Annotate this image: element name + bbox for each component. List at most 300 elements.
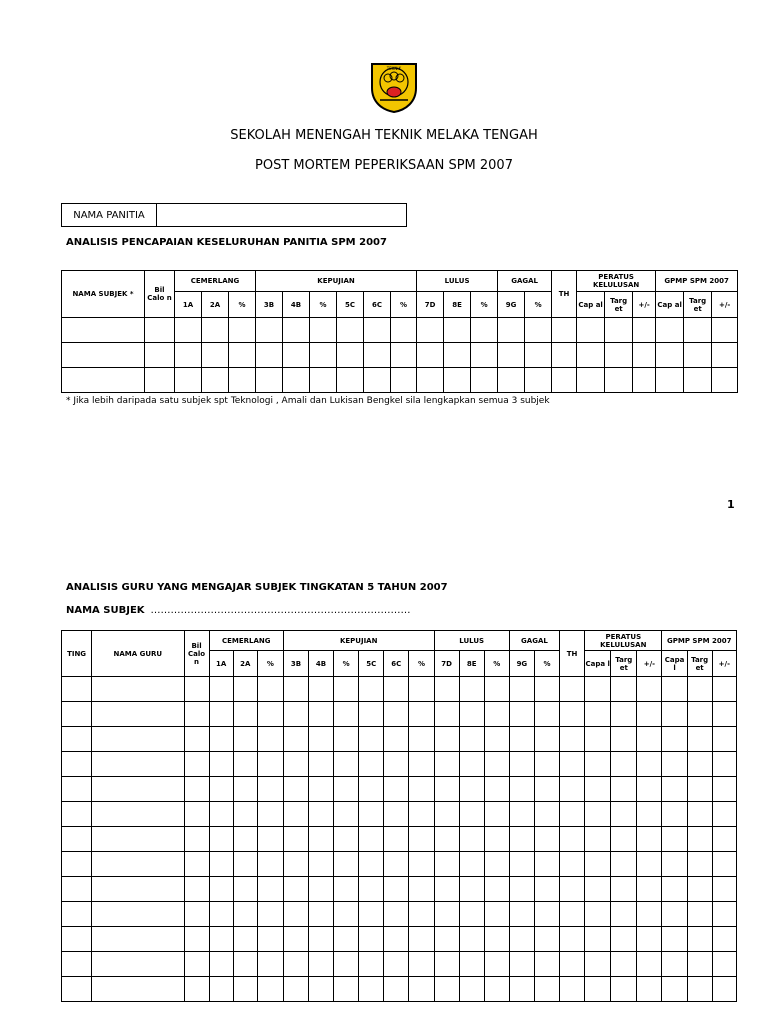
table-cell[interactable]: [662, 952, 687, 977]
table-cell[interactable]: [359, 802, 384, 827]
table-cell[interactable]: [409, 852, 434, 877]
table-cell[interactable]: [409, 877, 434, 902]
table-cell[interactable]: [257, 902, 283, 927]
table-cell[interactable]: [534, 727, 559, 752]
table-cell[interactable]: [459, 677, 484, 702]
table-cell[interactable]: [484, 977, 509, 1002]
table-cell[interactable]: [334, 952, 359, 977]
table-cell[interactable]: [484, 852, 509, 877]
table-cell[interactable]: [534, 827, 559, 852]
table-cell[interactable]: [337, 343, 364, 368]
table-cell[interactable]: [256, 318, 283, 343]
table-cell[interactable]: [334, 752, 359, 777]
table-cell[interactable]: [62, 877, 92, 902]
table-cell[interactable]: [184, 977, 209, 1002]
table-cell[interactable]: [687, 677, 712, 702]
table-cell[interactable]: [459, 952, 484, 977]
table-cell[interactable]: [434, 702, 459, 727]
table-cell[interactable]: [560, 777, 585, 802]
table-cell[interactable]: [552, 318, 577, 343]
table-cell[interactable]: [585, 677, 611, 702]
table-cell[interactable]: [687, 927, 712, 952]
table-cell[interactable]: [534, 977, 559, 1002]
table-cell[interactable]: [308, 702, 333, 727]
table-cell[interactable]: [384, 927, 409, 952]
table-cell[interactable]: [92, 977, 184, 1002]
table-cell[interactable]: [184, 877, 209, 902]
table-cell[interactable]: [459, 902, 484, 927]
table-cell[interactable]: [257, 927, 283, 952]
table-cell[interactable]: [525, 318, 552, 343]
table-cell[interactable]: [585, 727, 611, 752]
table-cell[interactable]: [444, 318, 471, 343]
table-cell[interactable]: [459, 977, 484, 1002]
table-cell[interactable]: [209, 777, 233, 802]
table-cell[interactable]: [637, 777, 662, 802]
table-cell[interactable]: [534, 877, 559, 902]
table-cell[interactable]: [684, 318, 712, 343]
table-cell[interactable]: [637, 752, 662, 777]
table-cell[interactable]: [525, 368, 552, 393]
table-cell[interactable]: [585, 777, 611, 802]
table-cell[interactable]: [712, 752, 736, 777]
table-cell[interactable]: [92, 677, 184, 702]
table-cell[interactable]: [359, 752, 384, 777]
table-cell[interactable]: [498, 343, 525, 368]
table-cell[interactable]: [605, 343, 633, 368]
table-cell[interactable]: [534, 802, 559, 827]
table-cell[interactable]: [359, 677, 384, 702]
table-cell[interactable]: [184, 802, 209, 827]
table-cell[interactable]: [145, 318, 175, 343]
table-cell[interactable]: [687, 727, 712, 752]
table-cell[interactable]: [92, 927, 184, 952]
table-cell[interactable]: [611, 902, 637, 927]
table-cell[interactable]: [233, 927, 257, 952]
table-cell[interactable]: [577, 343, 605, 368]
table-cell[interactable]: [534, 902, 559, 927]
table-cell[interactable]: [712, 902, 736, 927]
table-cell[interactable]: [687, 902, 712, 927]
table-cell[interactable]: [712, 927, 736, 952]
table-cell[interactable]: [560, 877, 585, 902]
table-cell[interactable]: [233, 902, 257, 927]
table-cell[interactable]: [509, 827, 534, 852]
table-cell[interactable]: [712, 827, 736, 852]
table-cell[interactable]: [611, 727, 637, 752]
table-cell[interactable]: [611, 952, 637, 977]
table-cell[interactable]: [384, 852, 409, 877]
table-cell[interactable]: [62, 802, 92, 827]
table-cell[interactable]: [434, 952, 459, 977]
table-cell[interactable]: [257, 802, 283, 827]
table-cell[interactable]: [611, 777, 637, 802]
table-cell[interactable]: [585, 702, 611, 727]
table-cell[interactable]: [637, 852, 662, 877]
table-cell[interactable]: [585, 902, 611, 927]
table-cell[interactable]: [209, 827, 233, 852]
table-cell[interactable]: [712, 702, 736, 727]
table-cell[interactable]: [687, 752, 712, 777]
table-cell[interactable]: [434, 802, 459, 827]
table-cell[interactable]: [662, 902, 687, 927]
panitia-input[interactable]: [157, 204, 406, 226]
table-cell[interactable]: [384, 777, 409, 802]
table-cell[interactable]: [233, 702, 257, 727]
table-cell[interactable]: [184, 927, 209, 952]
table-cell[interactable]: [560, 902, 585, 927]
table-cell[interactable]: [184, 702, 209, 727]
table-cell[interactable]: [92, 727, 184, 752]
table-cell[interactable]: [62, 343, 145, 368]
table-cell[interactable]: [283, 802, 308, 827]
table-cell[interactable]: [409, 777, 434, 802]
table-cell[interactable]: [359, 952, 384, 977]
table-cell[interactable]: [209, 927, 233, 952]
table-cell[interactable]: [209, 952, 233, 977]
table-cell[interactable]: [202, 318, 229, 343]
table-cell[interactable]: [384, 702, 409, 727]
table-cell[interactable]: [145, 368, 175, 393]
table-cell[interactable]: [509, 952, 534, 977]
table-cell[interactable]: [334, 702, 359, 727]
table-cell[interactable]: [62, 368, 145, 393]
table-cell[interactable]: [391, 343, 417, 368]
table-cell[interactable]: [611, 827, 637, 852]
table-cell[interactable]: [585, 927, 611, 952]
table-cell[interactable]: [334, 727, 359, 752]
table-cell[interactable]: [687, 802, 712, 827]
table-cell[interactable]: [712, 318, 738, 343]
table-cell[interactable]: [509, 777, 534, 802]
table-cell[interactable]: [283, 852, 308, 877]
table-cell[interactable]: [434, 752, 459, 777]
table-cell[interactable]: [184, 827, 209, 852]
table-cell[interactable]: [484, 702, 509, 727]
table-cell[interactable]: [184, 902, 209, 927]
table-cell[interactable]: [434, 927, 459, 952]
table-cell[interactable]: [184, 777, 209, 802]
table-cell[interactable]: [283, 368, 310, 393]
table-cell[interactable]: [257, 952, 283, 977]
table-cell[interactable]: [233, 802, 257, 827]
table-cell[interactable]: [62, 852, 92, 877]
table-cell[interactable]: [62, 702, 92, 727]
table-cell[interactable]: [471, 318, 498, 343]
table-cell[interactable]: [62, 927, 92, 952]
table-cell[interactable]: [209, 852, 233, 877]
table-cell[interactable]: [417, 318, 444, 343]
table-cell[interactable]: [384, 677, 409, 702]
table-cell[interactable]: [577, 318, 605, 343]
table-cell[interactable]: [459, 777, 484, 802]
table-cell[interactable]: [283, 318, 310, 343]
table-cell[interactable]: [662, 877, 687, 902]
table-cell[interactable]: [233, 677, 257, 702]
table-cell[interactable]: [359, 877, 384, 902]
table-cell[interactable]: [484, 777, 509, 802]
table-cell[interactable]: [534, 777, 559, 802]
table-cell[interactable]: [92, 752, 184, 777]
table-cell[interactable]: [308, 777, 333, 802]
table-cell[interactable]: [471, 343, 498, 368]
table-cell[interactable]: [585, 977, 611, 1002]
table-cell[interactable]: [484, 727, 509, 752]
table-cell[interactable]: [712, 343, 738, 368]
table-cell[interactable]: [308, 877, 333, 902]
table-cell[interactable]: [560, 827, 585, 852]
table-cell[interactable]: [459, 827, 484, 852]
table-cell[interactable]: [257, 877, 283, 902]
table-cell[interactable]: [233, 852, 257, 877]
table-cell[interactable]: [364, 368, 391, 393]
table-cell[interactable]: [611, 677, 637, 702]
table-cell[interactable]: [611, 927, 637, 952]
table-cell[interactable]: [459, 927, 484, 952]
table-cell[interactable]: [484, 902, 509, 927]
table-cell[interactable]: [92, 877, 184, 902]
table-cell[interactable]: [585, 752, 611, 777]
table-cell[interactable]: [417, 368, 444, 393]
table-cell[interactable]: [184, 752, 209, 777]
table-cell[interactable]: [637, 827, 662, 852]
table-cell[interactable]: [637, 802, 662, 827]
table-cell[interactable]: [310, 343, 337, 368]
table-cell[interactable]: [283, 977, 308, 1002]
table-cell[interactable]: [233, 977, 257, 1002]
table-cell[interactable]: [62, 977, 92, 1002]
table-cell[interactable]: [459, 752, 484, 777]
table-cell[interactable]: [611, 802, 637, 827]
table-cell[interactable]: [384, 727, 409, 752]
table-cell[interactable]: [359, 902, 384, 927]
table-cell[interactable]: [434, 877, 459, 902]
table-cell[interactable]: [471, 368, 498, 393]
table-cell[interactable]: [308, 952, 333, 977]
table-cell[interactable]: [233, 777, 257, 802]
table-cell[interactable]: [359, 852, 384, 877]
table-cell[interactable]: [209, 727, 233, 752]
table-cell[interactable]: [637, 977, 662, 1002]
table-cell[interactable]: [656, 318, 684, 343]
table-cell[interactable]: [308, 852, 333, 877]
table-cell[interactable]: [92, 802, 184, 827]
table-cell[interactable]: [334, 902, 359, 927]
table-cell[interactable]: [92, 952, 184, 977]
table-cell[interactable]: [637, 702, 662, 727]
table-cell[interactable]: [409, 977, 434, 1002]
table-cell[interactable]: [283, 752, 308, 777]
table-cell[interactable]: [202, 343, 229, 368]
table-cell[interactable]: [662, 852, 687, 877]
table-cell[interactable]: [509, 927, 534, 952]
table-cell[interactable]: [364, 343, 391, 368]
subject-fill-line[interactable]: ……………………………………………………………………: [150, 605, 411, 616]
table-cell[interactable]: [409, 827, 434, 852]
table-cell[interactable]: [209, 877, 233, 902]
table-cell[interactable]: [459, 727, 484, 752]
table-cell[interactable]: [257, 727, 283, 752]
table-cell[interactable]: [560, 727, 585, 752]
table-cell[interactable]: [233, 752, 257, 777]
table-cell[interactable]: [509, 727, 534, 752]
table-cell[interactable]: [209, 677, 233, 702]
table-cell[interactable]: [417, 343, 444, 368]
table-cell[interactable]: [656, 368, 684, 393]
table-cell[interactable]: [62, 902, 92, 927]
table-cell[interactable]: [534, 752, 559, 777]
table-cell[interactable]: [434, 902, 459, 927]
table-cell[interactable]: [560, 702, 585, 727]
table-cell[interactable]: [611, 977, 637, 1002]
table-cell[interactable]: [409, 677, 434, 702]
table-cell[interactable]: [62, 952, 92, 977]
table-cell[interactable]: [712, 977, 736, 1002]
table-cell[interactable]: [62, 752, 92, 777]
table-cell[interactable]: [434, 827, 459, 852]
table-cell[interactable]: [585, 802, 611, 827]
table-cell[interactable]: [92, 852, 184, 877]
table-cell[interactable]: [308, 752, 333, 777]
table-cell[interactable]: [257, 752, 283, 777]
table-cell[interactable]: [662, 702, 687, 727]
table-cell[interactable]: [308, 902, 333, 927]
table-cell[interactable]: [662, 977, 687, 1002]
table-cell[interactable]: [712, 802, 736, 827]
table-cell[interactable]: [409, 902, 434, 927]
table-cell[interactable]: [560, 752, 585, 777]
table-cell[interactable]: [233, 877, 257, 902]
table-cell[interactable]: [384, 902, 409, 927]
table-cell[interactable]: [459, 852, 484, 877]
table-cell[interactable]: [459, 802, 484, 827]
table-cell[interactable]: [552, 343, 577, 368]
table-cell[interactable]: [62, 827, 92, 852]
table-cell[interactable]: [611, 877, 637, 902]
table-cell[interactable]: [256, 343, 283, 368]
table-cell[interactable]: [256, 368, 283, 393]
table-cell[interactable]: [585, 952, 611, 977]
table-cell[interactable]: [552, 368, 577, 393]
table-cell[interactable]: [391, 368, 417, 393]
table-cell[interactable]: [184, 952, 209, 977]
table-cell[interactable]: [712, 368, 738, 393]
table-cell[interactable]: [459, 702, 484, 727]
table-cell[interactable]: [257, 777, 283, 802]
table-cell[interactable]: [662, 827, 687, 852]
table-cell[interactable]: [637, 727, 662, 752]
table-cell[interactable]: [209, 752, 233, 777]
table-cell[interactable]: [283, 343, 310, 368]
table-cell[interactable]: [384, 977, 409, 1002]
table-cell[interactable]: [684, 368, 712, 393]
table-cell[interactable]: [577, 368, 605, 393]
table-cell[interactable]: [560, 802, 585, 827]
table-cell[interactable]: [484, 802, 509, 827]
table-cell[interactable]: [525, 343, 552, 368]
table-cell[interactable]: [384, 802, 409, 827]
table-cell[interactable]: [662, 752, 687, 777]
table-cell[interactable]: [611, 852, 637, 877]
table-cell[interactable]: [509, 677, 534, 702]
table-cell[interactable]: [283, 677, 308, 702]
table-cell[interactable]: [62, 727, 92, 752]
table-cell[interactable]: [283, 927, 308, 952]
table-cell[interactable]: [334, 977, 359, 1002]
table-cell[interactable]: [334, 777, 359, 802]
table-cell[interactable]: [409, 802, 434, 827]
table-cell[interactable]: [257, 977, 283, 1002]
table-cell[interactable]: [712, 852, 736, 877]
table-cell[interactable]: [712, 727, 736, 752]
table-cell[interactable]: [687, 827, 712, 852]
table-cell[interactable]: [534, 702, 559, 727]
table-cell[interactable]: [434, 677, 459, 702]
table-cell[interactable]: [637, 902, 662, 927]
table-cell[interactable]: [62, 777, 92, 802]
table-cell[interactable]: [605, 318, 633, 343]
table-cell[interactable]: [498, 368, 525, 393]
table-cell[interactable]: [637, 927, 662, 952]
table-cell[interactable]: [209, 902, 233, 927]
table-cell[interactable]: [409, 927, 434, 952]
table-cell[interactable]: [334, 852, 359, 877]
table-cell[interactable]: [687, 977, 712, 1002]
table-cell[interactable]: [611, 702, 637, 727]
table-cell[interactable]: [712, 877, 736, 902]
table-cell[interactable]: [498, 318, 525, 343]
table-cell[interactable]: [409, 727, 434, 752]
table-cell[interactable]: [637, 677, 662, 702]
table-cell[interactable]: [308, 677, 333, 702]
table-cell[interactable]: [384, 827, 409, 852]
table-cell[interactable]: [92, 702, 184, 727]
table-cell[interactable]: [662, 802, 687, 827]
table-cell[interactable]: [359, 927, 384, 952]
table-cell[interactable]: [233, 827, 257, 852]
table-cell[interactable]: [257, 852, 283, 877]
table-cell[interactable]: [384, 952, 409, 977]
table-cell[interactable]: [334, 827, 359, 852]
table-cell[interactable]: [359, 977, 384, 1002]
table-cell[interactable]: [712, 952, 736, 977]
table-cell[interactable]: [509, 877, 534, 902]
table-cell[interactable]: [560, 927, 585, 952]
table-cell[interactable]: [509, 977, 534, 1002]
table-cell[interactable]: [92, 827, 184, 852]
table-cell[interactable]: [560, 977, 585, 1002]
table-cell[interactable]: [257, 702, 283, 727]
table-cell[interactable]: [509, 852, 534, 877]
table-cell[interactable]: [175, 318, 202, 343]
table-cell[interactable]: [209, 977, 233, 1002]
table-cell[interactable]: [484, 927, 509, 952]
table-cell[interactable]: [209, 802, 233, 827]
table-cell[interactable]: [283, 827, 308, 852]
table-cell[interactable]: [509, 702, 534, 727]
table-cell[interactable]: [633, 343, 656, 368]
table-cell[interactable]: [434, 977, 459, 1002]
table-cell[interactable]: [662, 677, 687, 702]
table-cell[interactable]: [283, 777, 308, 802]
table-cell[interactable]: [384, 877, 409, 902]
table-cell[interactable]: [310, 368, 337, 393]
table-cell[interactable]: [509, 752, 534, 777]
table-cell[interactable]: [229, 343, 256, 368]
table-cell[interactable]: [585, 877, 611, 902]
table-cell[interactable]: [202, 368, 229, 393]
table-cell[interactable]: [534, 952, 559, 977]
